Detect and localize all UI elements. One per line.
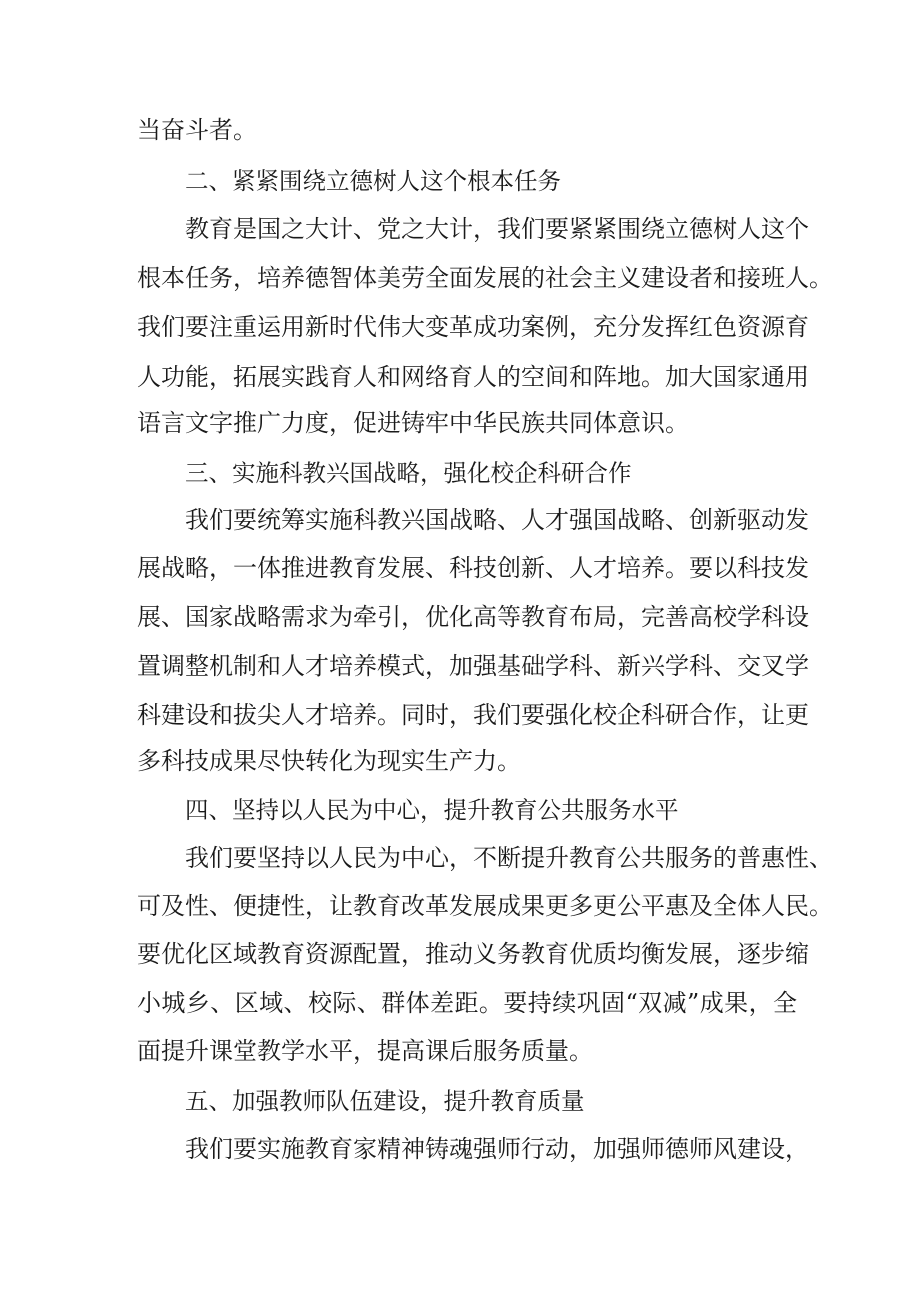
- paragraph-line: 人功能，拓展实践育人和网络育人的空间和阵地。加大国家通用: [137, 363, 809, 391]
- paragraph-line: 展战略，一体推进教育发展、科技创新、人才培养。要以科技发: [137, 554, 809, 582]
- paragraph-line: 我们要注重运用新时代伟大变革成功案例，充分发挥红色资源育: [137, 313, 809, 341]
- paragraph-line: 当奋斗者。: [137, 116, 257, 144]
- paragraph-line: 多科技成果尽快转化为现实生产力。: [137, 747, 521, 775]
- paragraph-line: 科建设和拔尖人才培养。同时，我们要强化校企科研合作，让更: [137, 701, 809, 729]
- paragraph-line: 小城乡、区域、校际、群体差距。要持续巩固“双减”成果，全: [137, 989, 797, 1017]
- paragraph-line: 面提升课堂教学水平，提高课后服务质量。: [137, 1037, 593, 1065]
- section-heading-2: 二、紧紧围绕立德树人这个根本任务: [185, 167, 561, 195]
- paragraph-line: 置调整机制和人才培养模式，加强基础学科、新兴学科、交叉学: [137, 652, 809, 680]
- paragraph-line: 语言文字推广力度，促进铸牢中华民族共同体意识。: [137, 409, 689, 437]
- section-heading-5: 五、加强教师队伍建设，提升教育质量: [185, 1087, 585, 1115]
- section-heading-4: 四、坚持以人民为中心，提升教育公共服务水平: [185, 796, 679, 824]
- section-heading-3: 三、实施科教兴国战略，强化校企科研合作: [185, 459, 632, 487]
- paragraph-line: 教育是国之大计、党之大计，我们要紧紧围绕立德树人这个: [185, 215, 809, 243]
- paragraph-line: 我们要实施教育家精神铸魂强师行动，加强师德师风建设，: [185, 1135, 809, 1163]
- paragraph-line: 我们要统筹实施科教兴国战略、人才强国战略、创新驱动发: [185, 506, 809, 534]
- paragraph-line: 要优化区域教育资源配置，推动义务教育优质均衡发展，逐步缩: [137, 940, 809, 968]
- paragraph-line: 根本任务，培养德智体美劳全面发展的社会主义建设者和接班人。: [137, 264, 833, 292]
- paragraph-line: 展、国家战略需求为牵引，优化高等教育布局，完善高校学科设: [137, 603, 809, 631]
- paragraph-line: 我们要坚持以人民为中心，不断提升教育公共服务的普惠性、: [185, 844, 833, 872]
- paragraph-line: 可及性、便捷性，让教育改革发展成果更多更公平惠及全体人民。: [137, 892, 833, 920]
